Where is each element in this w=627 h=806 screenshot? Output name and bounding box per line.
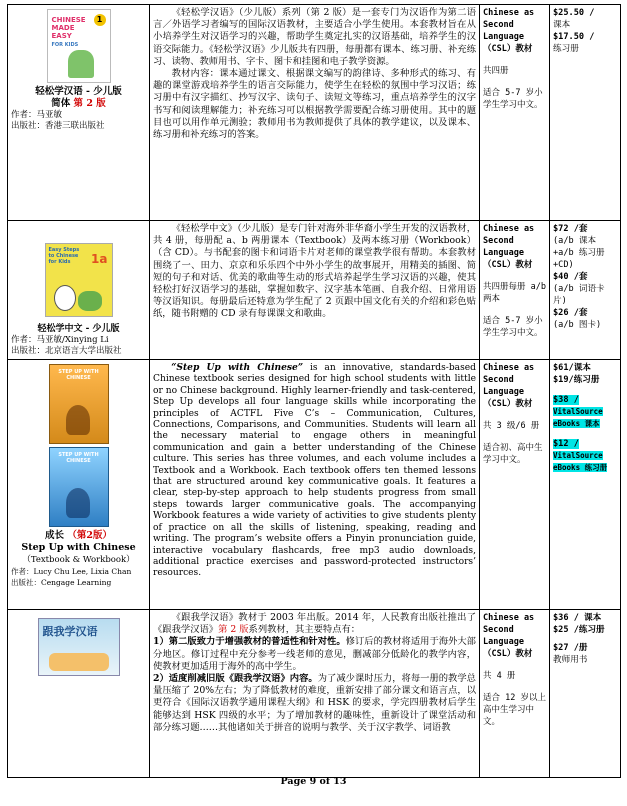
vitalsource-label: VitalSource eBooks 课本 <box>553 407 603 428</box>
book-description <box>150 360 480 610</box>
level-type: Chinese as Second Language（CSL）教材 <box>483 8 535 54</box>
price-unit: (a/b 图卡) <box>553 320 602 330</box>
cover-text: for Kids <box>48 259 71 265</box>
volume-count: 共 4 册 <box>483 671 516 681</box>
level-type: Chinese as Second Language（CSL）教材 <box>483 613 535 659</box>
book-level <box>480 360 550 610</box>
book-publisher: 出版社：北京语言大学出版社 <box>11 346 122 356</box>
book-author: 作者：马亚敏 <box>11 110 63 120</box>
price-amount: $27 /册 <box>553 643 588 653</box>
book-price <box>550 221 621 360</box>
volume-count: 共四册 <box>483 66 509 76</box>
book-title-cn: 成长 <box>45 530 65 541</box>
cover-illustration <box>68 50 94 78</box>
table-row <box>8 221 621 360</box>
book-description <box>150 610 480 778</box>
description-intro: 《跟我学汉语》教材于 2003 年出版。2014 年，人民教育出版社推出了《跟我学汉语》 <box>153 612 476 636</box>
book-level <box>480 221 550 360</box>
book-level <box>480 5 550 221</box>
price-amount: $72 /套 <box>553 224 588 234</box>
price-unit: 练习册 <box>553 44 579 54</box>
cover-text: 跟我学汉语 <box>42 625 98 638</box>
book-subtitle: 简体 <box>51 98 71 109</box>
feature-heading: 1）第二版致力于增强教材的普适性和针对性。 <box>153 636 346 648</box>
book-price <box>550 360 621 610</box>
book-info-cell <box>8 360 150 610</box>
feature-heading: 2）适度削减旧版《跟我学汉语》内容。 <box>153 673 318 685</box>
volume-badge: 1 <box>94 14 106 26</box>
description-intro: 系列教材，其主要特点有： <box>248 624 361 636</box>
book-format: （Textbook & Workbook） <box>22 555 135 565</box>
book-title-cn: 轻松学汉语 - 少儿版 <box>35 86 122 97</box>
cover-illustration <box>78 291 102 311</box>
edition-label: 第 2 版 <box>73 98 106 109</box>
book-cover-step-up-textbook <box>49 364 109 444</box>
book-price <box>550 610 621 778</box>
volume-count: 共四册每册 a/b 两本 <box>483 282 546 304</box>
book-level <box>480 610 550 778</box>
feature-body: 为了减少课时压力，将每一册的教学总量压缩了 20%左右；为了降低教材的难度，重新安排了部分课文和语言点，以更符合《国际汉语教学通用课程大纲》和 HSK 的要求，学完四册教材后学生能够达到 HSK 四级的水平；为了增加教材的趣味性，重新设计了课堂活动和部分练习题……其他诸如关于拼音的说明与教学、关于汉字教学、词语教 <box>153 673 476 733</box>
description-paragraph: 《轻松学中文》（少儿版）是专门针对海外非华裔小学生开发的汉语教材，共 4 册，每册配 a、b 两册课本（Textbook）及两本练习册（Workbook）（含 CD）。与书配套的图卡和词语卡片对老师的课堂教学很有帮助。本套教材围绕了一、田力、京京和乐乐四个中外小学生的故事展开，用精美的插图、简短的句子和对话、优美的歌曲等生动的形式培养起学生学习汉语的兴趣，使其轻松打好汉语学习的基础，掌握如数字、汉字基本笔画、自我介绍、日常用语等汉语知识。每册最后还特意为学生配了 2 页跟中国文化有关的介绍和彩色贴纸，随书附赠的 CD 录有每课课文和歌曲。 <box>153 223 476 320</box>
table-row <box>8 360 621 610</box>
table-row <box>8 5 621 221</box>
book-title-en: Step Up with Chinese <box>21 542 136 553</box>
cover-text: MADE <box>51 24 75 32</box>
book-publisher: 出版社：香港三联出版社 <box>11 121 105 131</box>
description-paragraph: is an innovative, standards-based Chinese textbook series designed for high school students with little or no Chinese background. Highly learner-friendly and task-centered, Step Up develops all four language skills while incorporating the principles of ACTFL Five C’s – Communication, Cultures, Connections, Comparisons, and Communities. Students will learn all the necessary material to engage others in meaningful communication and gain a better understanding of the Chinese culture. This series has three volumes, and each volume includes a Textbook and a Workbook. Each textbook offers ten themed lessons that are structured around key communicative goals. It features a clear, step-by-step approach to help students progress from small steps towards larger communicative goals. The accompanying Workbook features a wide variety of activities to give students plenty of practice on all the skills of listening, speaking, reading and writing. The program’s website offers a Pinyin pronunciation guide, interactive vocabulary flashcards, free mp3 audio downloads, additional practice exercises and password-protected instructors’ resources. <box>153 363 476 579</box>
book-cover-gen-wo-xue-hanyu <box>38 618 120 676</box>
vitalsource-price: $38 / <box>553 395 579 405</box>
target-audience: 适合初、高中生学习中文。 <box>483 443 543 465</box>
volume-count: 共 3 级/6 册 <box>483 421 540 431</box>
book-info-cell <box>8 610 150 778</box>
book-description <box>150 221 480 360</box>
price-amount: $17.50 / <box>553 32 595 42</box>
cover-text: STEP UP WITH CHINESE <box>58 452 99 464</box>
page-footer: Page 9 of 13 <box>280 776 347 787</box>
cover-illustration <box>49 653 109 671</box>
description-lead: “Step Up with Chinese” <box>171 362 304 373</box>
edition-label: （第2版） <box>67 530 112 541</box>
cover-text: EASY <box>51 32 72 40</box>
price-unit: 教师用书 <box>553 655 588 665</box>
cover-text: STEP UP WITH CHINESE <box>58 369 99 381</box>
book-cover-easy-steps <box>45 243 113 317</box>
cover-illustration <box>66 405 90 435</box>
vitalsource-price: $12 / <box>553 439 579 449</box>
price-unit: 课本 <box>553 20 571 30</box>
book-author: 作者：马亚敏/Xinying Li <box>11 335 109 345</box>
book-info-cell <box>8 221 150 360</box>
book-title-cn: 轻松学中文 - 少儿版 <box>37 324 120 334</box>
price-unit: (a/b 词语卡片) <box>553 284 605 306</box>
feature-body: 修订后的教材将适用于海外大部分地区。修订过程中充分参考一线老师的意见，删减部分低龄化的教学内容，使教材更加适用于海外的高中学生。 <box>153 636 476 672</box>
volume-badge: 1a <box>91 252 108 266</box>
book-publisher: 出版社：Cengage Learning <box>11 578 112 587</box>
description-paragraph: 教材内容：课本通过课文、根据课文编写的韵律诗、多种形式的练习、有趣的课堂游戏培养学生的语言交际能力，使学生在轻松的氛围中学习汉语；练习册中有汉字描红、抄写汉字、读句子、读短文等练习，重点培养学生的汉字书写和阅读理解能力；补充练习可以根据教学需要配合练习册使用。其中的题目也可以用作单元测验；教师用书为教师提供了具体的教学建议，以及课本、练习册和补充练习的答案。 <box>153 68 476 141</box>
price-amount: $25.50 / <box>553 8 595 18</box>
cover-text: Easy Steps <box>48 247 80 253</box>
cover-text: to Chinese <box>48 253 79 259</box>
book-catalog-table <box>7 4 621 778</box>
target-audience: 适合 5-7 岁小学生学习中文。 <box>483 316 543 338</box>
book-description <box>150 5 480 221</box>
book-price <box>550 5 621 221</box>
cover-text: CHINESE <box>51 16 86 24</box>
book-title <box>11 86 146 110</box>
target-audience: 适合 12 岁以上高中生学习中文。 <box>483 693 546 727</box>
price-unit: (a/b 课本 +a/b 练习册+CD) <box>553 236 605 270</box>
price-amount: $19/练习册 <box>553 375 600 385</box>
price-amount: $40 /套 <box>553 272 588 282</box>
vitalsource-label: VitalSource eBooks 练习册 <box>553 451 608 472</box>
edition-label: 第 2 版 <box>218 624 249 636</box>
book-info-cell <box>8 5 150 221</box>
level-type: Chinese as Second Language（CSL）教材 <box>483 224 535 270</box>
price-amount: $25 /练习册 <box>553 625 605 635</box>
table-row <box>8 610 621 778</box>
description-paragraph: 《轻松学汉语》（少儿版）系列（第 2 版）是一套专门为汉语作为第二语言／外语学习者编写的国际汉语教材，主要适合小学生使用。本套教材旨在从小培养学生对汉语学习的兴趣，帮助学生奠定扎实的汉语基础，培养学生的汉语交际能力。《轻松学汉语》少儿版共有四册，每册都有课本、练习册、补充练习、读物、教师用书、字卡、图卡和挂图和电子教学资源。 <box>153 7 476 67</box>
price-amount: $36 / 课本 <box>553 613 602 623</box>
cover-illustration <box>66 488 90 518</box>
target-audience: 适合 5-7 岁小学生学习中文。 <box>483 88 543 110</box>
cover-text: FOR KIDS <box>51 42 79 48</box>
level-type: Chinese as Second Language（CSL）教材 <box>483 363 535 409</box>
book-cover-step-up-workbook <box>49 447 109 527</box>
price-amount: $61/课本 <box>553 363 591 373</box>
book-cover-chinese-made-easy <box>47 9 111 83</box>
price-amount: $26 /套 <box>553 308 588 318</box>
cover-illustration <box>54 285 76 311</box>
book-author: 作者：Lucy Chu Lee, Lixia Chan <box>11 567 132 576</box>
